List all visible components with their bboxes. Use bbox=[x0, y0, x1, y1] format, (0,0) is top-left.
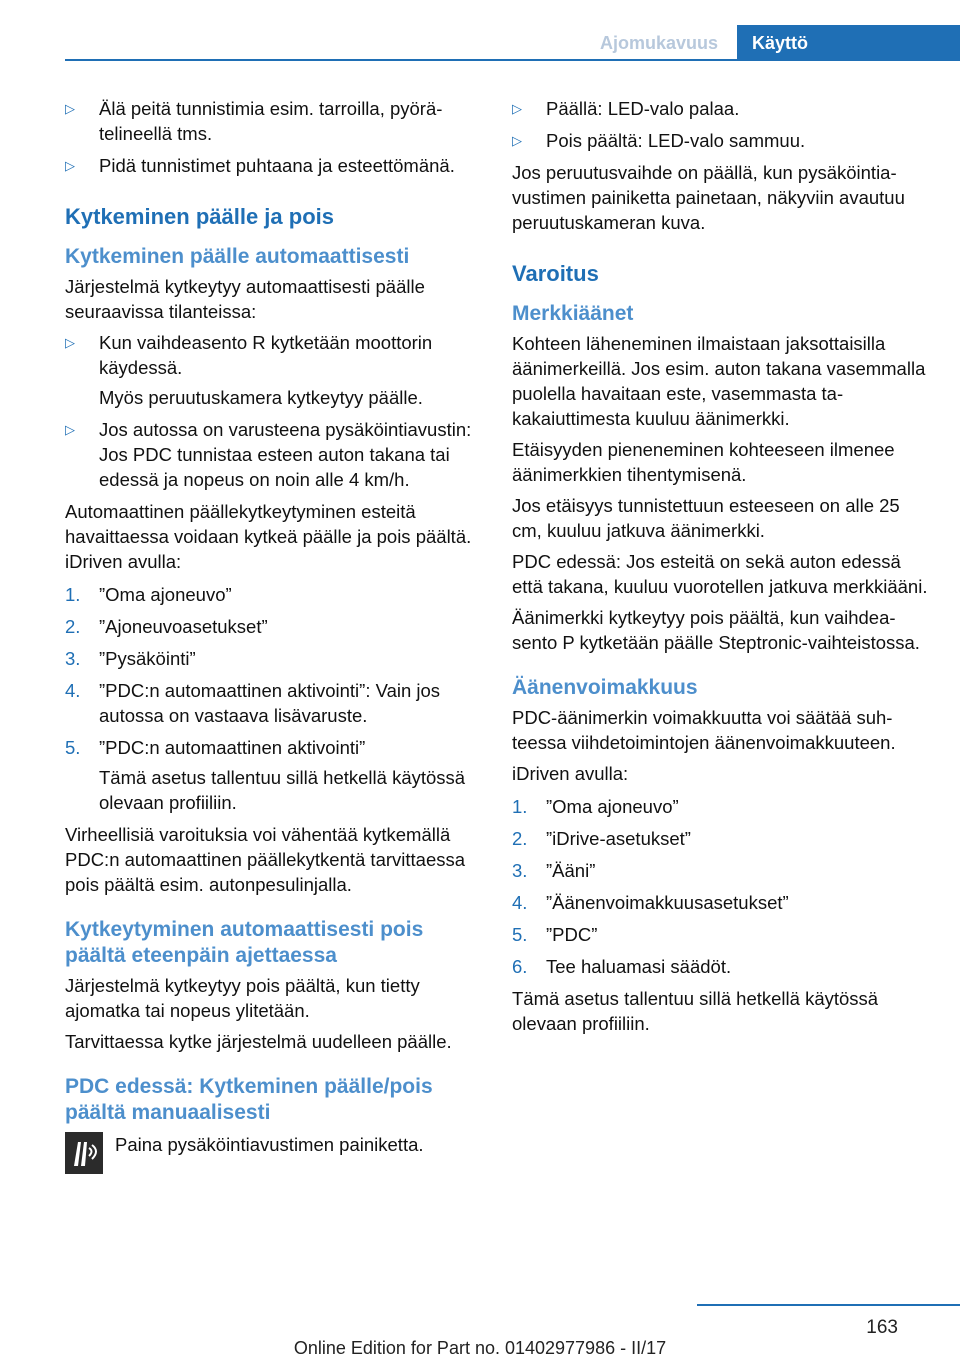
heading-switch: Kytkeminen päälle ja pois bbox=[65, 204, 334, 229]
list-item bbox=[512, 858, 932, 883]
list-item bbox=[65, 678, 485, 728]
heading-manual: PDC edessä: Kytkeminen päälle/pois päältä manuaalisesti bbox=[65, 1075, 433, 1124]
step-number: 6. bbox=[512, 956, 528, 977]
list-item-subtext: Myös peruutuskamera kytkeytyy päälle. bbox=[99, 387, 423, 408]
list-item bbox=[512, 922, 932, 947]
header-section-tab: Ajomukavuus bbox=[599, 33, 719, 53]
list-item: ▷ Älä peitä tunnistimia esim. tarroilla, pyörätelineellä tms. bbox=[65, 96, 485, 146]
step-text: ”PDC:n automaattinen aktivointi” bbox=[99, 737, 366, 758]
step-subtext: Tämä asetus tallentuu sillä hetkellä käytössä olevaan profiiliin. bbox=[99, 767, 466, 813]
step-number: 5. bbox=[512, 924, 528, 945]
list-item bbox=[65, 646, 485, 671]
intro-bullet-list bbox=[65, 96, 485, 178]
step-number: 3. bbox=[65, 648, 81, 669]
auto-intro-text: Järjestelmä kytkeytyy automaattisesti päälle seuraavissa tilanteissa: bbox=[65, 276, 425, 322]
reverse-camera-text: Jos peruutusvaihde on päällä, kun pysäköintiavustimen painiketta painetaan, näkyviin avautuu peruutuskameran kuva. bbox=[512, 162, 905, 233]
step-text: ”PDC” bbox=[546, 924, 598, 945]
list-item: ▷ Pidä tunnistimet puhtaana ja esteettömänä. bbox=[65, 153, 485, 178]
false-warning-text: Virheellisiä varoituksia voi vähentää kytkemällä PDC:n automaattinen päällekytkentä tarvittaessa pois päältä esim. autonpesulinjalla. bbox=[65, 824, 466, 895]
step-text: ”Ääni” bbox=[546, 860, 596, 881]
list-item: ▷ Päällä: LED-valo palaa. bbox=[512, 96, 932, 121]
step-text: ”Oma ajoneuvo” bbox=[99, 584, 232, 605]
step-number: 1. bbox=[65, 584, 81, 605]
step-number: 4. bbox=[65, 680, 81, 701]
list-item: ▷ Pois päältä: LED-valo sammuu. bbox=[512, 128, 932, 153]
step-text: ”Ajoneuvoasetukset” bbox=[99, 616, 268, 637]
list-item bbox=[512, 954, 932, 979]
auto-off-text-2: Tarvittaessa kytke järjestelmä uudelleen päälle. bbox=[65, 1031, 452, 1052]
list-item bbox=[512, 826, 932, 851]
profile-note-text: Tämä asetus tallentuu sillä hetkellä käytössä olevaan profiiliin. bbox=[512, 988, 879, 1034]
footer-rule bbox=[697, 1304, 960, 1306]
manual-button-row bbox=[65, 1132, 485, 1176]
list-item bbox=[65, 330, 485, 410]
header-rule bbox=[65, 59, 960, 61]
heading-warning: Varoitus bbox=[512, 261, 599, 286]
list-item-text: Jos autossa on varusteena pysäköintiavustin: Jos PDC tunnistaa esteen auton takana tai edessä ja nopeus on noin alle 4 km/h. bbox=[99, 419, 472, 490]
right-column bbox=[512, 96, 932, 1042]
step-text: ”PDC:n automaattinen aktivointi”: Vain jos autossa on vastaava lisävaruste. bbox=[99, 680, 441, 726]
step-text: ”Pysäköinti” bbox=[99, 648, 196, 669]
step-text: ”Äänenvoimakkuusasetukset” bbox=[546, 892, 789, 913]
signals-text-3: Jos etäisyys tunnistettuun esteeseen on alle 25 cm, kuuluu jatkuva äänimerkki. bbox=[512, 495, 900, 541]
list-item bbox=[512, 794, 932, 819]
signals-text-2: Etäisyyden pieneneminen kohteeseen ilmenee äänimerkkien tihentymisenä. bbox=[512, 439, 895, 485]
page-number: 163 bbox=[866, 1317, 898, 1338]
idrive-steps-left bbox=[65, 582, 485, 815]
led-bullet-list bbox=[512, 96, 932, 153]
signals-text-1: Kohteen läheneminen ilmaistaan jaksottaisilla äänimerkeillä. Jos esim. auton takana vasemmalla puolella havaitaan este, vasemmasta takakaiuttimesta kuuluu äänimerkki. bbox=[512, 333, 926, 429]
list-item bbox=[512, 890, 932, 915]
step-text: ”iDrive-asetukset” bbox=[546, 828, 691, 849]
list-item bbox=[65, 614, 485, 639]
list-item bbox=[65, 735, 485, 815]
step-text: Tee haluamasi säädöt. bbox=[546, 956, 732, 977]
step-number: 3. bbox=[512, 860, 528, 881]
step-text: ”Oma ajoneuvo” bbox=[546, 796, 679, 817]
heading-auto-off: Kytkeytyminen automaattisesti pois päältä eteenpäin ajettaessa bbox=[65, 918, 424, 967]
step-number: 5. bbox=[65, 737, 81, 758]
parking-assist-button-icon bbox=[65, 1132, 103, 1174]
left-column bbox=[65, 96, 485, 1176]
heading-auto-on: Kytkeminen päälle automaattisesti bbox=[65, 245, 410, 268]
list-item-text: Kun vaihdeasento R kytketään moottorin käydessä. bbox=[99, 332, 433, 378]
heading-signals: Merkkiäänet bbox=[512, 302, 634, 325]
edition-note: Online Edition for Part no. 01402977986 - II/17 bbox=[293, 1338, 667, 1358]
step-number: 1. bbox=[512, 796, 528, 817]
manual-button-text: Paina pysäköintiavustimen painiketta. bbox=[115, 1134, 424, 1155]
step-number: 4. bbox=[512, 892, 528, 913]
auto-detect-text: Automaattinen päällekytkeytyminen esteitä havaittaessa voidaan kytkeä päälle ja pois päältä. iDriven avulla: bbox=[65, 501, 472, 572]
idrive-steps-right bbox=[512, 794, 932, 979]
step-number: 2. bbox=[65, 616, 81, 637]
auto-off-text: Järjestelmä kytkeytyy pois päältä, kun tietty ajomatka tai nopeus ylitetään. bbox=[65, 975, 420, 1021]
step-number: 2. bbox=[512, 828, 528, 849]
auto-bullet-list bbox=[65, 330, 485, 492]
heading-volume: Äänenvoimakkuus bbox=[512, 676, 698, 699]
header-chapter-tab: Käyttö bbox=[737, 25, 960, 61]
signals-text-5: Äänimerkki kytkeytyy pois päältä, kun vaihdeasento P kytketään päälle Steptronic-vaihteistossa. bbox=[512, 607, 920, 653]
volume-text-1: PDC-äänimerkin voimakkuutta voi säätää suhteessa viihdetoimintojen äänenvoimakkuuteen. bbox=[512, 707, 896, 753]
list-item bbox=[65, 417, 485, 492]
signals-text-4: PDC edessä: Jos esteitä on sekä auton edessä että takana, kuuluu vuorotellen jatkuva merkkiääni. bbox=[512, 551, 928, 597]
list-item bbox=[65, 582, 485, 607]
volume-text-2: iDriven avulla: bbox=[512, 763, 629, 784]
